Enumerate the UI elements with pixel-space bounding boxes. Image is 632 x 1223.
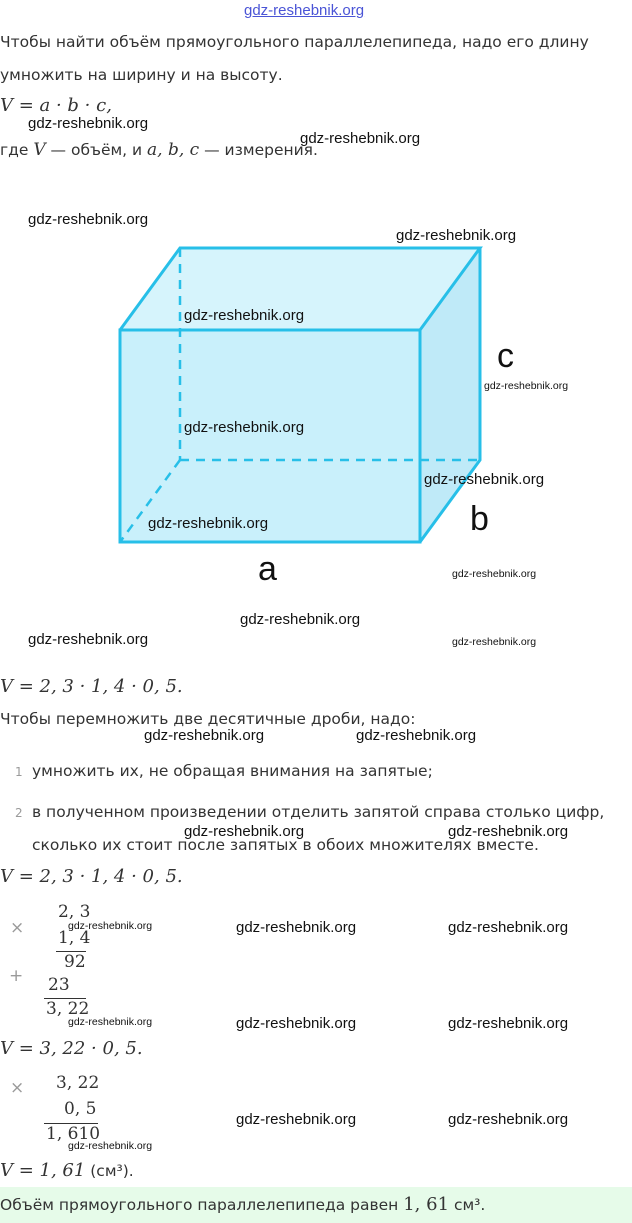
where-vars: a, b, c [147,140,200,160]
where-v: V [33,140,46,160]
formula-4 [0,1160,134,1181]
watermark: gdz-reshebnik.org [68,1140,153,1152]
watermark: gdz-reshebnik.org [452,636,537,648]
step-2-number: 2 [15,806,23,820]
watermark: gdz-reshebnik.org [448,919,569,936]
mult1-factor-b: 1, 4 [58,928,91,948]
answer-value: 1, 61 [403,1194,450,1215]
answer-prefix: Объём прямоугольного параллелепипеда равен [0,1196,404,1214]
plus-sign: + [9,966,24,986]
mult2-result: 1, 610 [46,1124,101,1144]
watermark: gdz-reshebnik.org [448,1111,569,1128]
mult1-partial-2: 23 [48,975,70,995]
formula-4-main: V = 1, 61 [0,1160,86,1181]
step-2-text-line-2: сколько их стоит после запятых в обоих множителях вместе. [32,836,539,854]
label-b: b [470,500,489,538]
times-sign-1: × [10,918,25,938]
where-line [0,140,318,160]
watermark: gdz-reshebnik.org [68,1016,153,1028]
watermark: gdz-reshebnik.org [144,727,265,744]
formula-1: V = 2, 3 · 1, 4 · 0, 5. [0,676,183,697]
watermark: gdz-reshebnik.org [68,920,153,932]
watermark: gdz-reshebnik.org [28,211,149,228]
intro-line-2: умножить на ширину и на высоту. [0,66,283,84]
watermark: gdz-reshebnik.org [240,611,361,628]
watermark: gdz-reshebnik.org [184,307,305,324]
watermark: gdz-reshebnik.org [236,919,357,936]
watermark: gdz-reshebnik.org [184,419,305,436]
box-front-face [120,330,420,542]
watermark: gdz-reshebnik.org [236,1111,357,1128]
mult2-factor-b: 0, 5 [64,1099,97,1119]
watermark-top: gdz-reshebnik.org [244,2,365,19]
mult1-factor-a: 2, 3 [58,902,91,922]
step-2-text-line-1: в полученном произведении отделить запятой справа столько цифр, [32,803,605,821]
watermark: gdz-reshebnik.org [484,380,569,392]
step-1-number: 1 [15,765,23,779]
mult1-partial-1: 92 [64,952,86,972]
formula-4-unit: (см³). [85,1162,134,1180]
label-c: c [497,337,514,375]
where-suffix: — измерения. [199,141,318,159]
watermark: gdz-reshebnik.org [148,515,269,532]
watermark: gdz-reshebnik.org [236,1015,357,1032]
formula-2: V = 2, 3 · 1, 4 · 0, 5. [0,866,183,887]
watermark: gdz-reshebnik.org [396,227,517,244]
answer-unit: см³. [449,1196,486,1214]
times-sign-2: × [10,1078,25,1098]
intro-line-1: Чтобы найти объём прямоугольного параллелепипеда, надо его длину [0,33,589,51]
watermark: gdz-reshebnik.org [448,1015,569,1032]
box-figure [0,230,632,590]
watermark: gdz-reshebnik.org [452,568,537,580]
watermark: gdz-reshebnik.org [28,115,149,132]
watermark: gdz-reshebnik.org [184,823,305,840]
volume-formula: V = a · b · c, [0,95,112,116]
watermark: gdz-reshebnik.org [424,471,545,488]
mult2-factor-a: 3, 22 [56,1073,100,1093]
where-prefix: где [0,141,34,159]
watermark: gdz-reshebnik.org [300,130,421,147]
step-1-text: умножить их, не обращая внимания на запятые; [32,762,433,780]
answer-line [0,1194,485,1215]
mult1-result: 3, 22 [46,999,90,1019]
where-mid: — объём, и [45,141,148,159]
watermark: gdz-reshebnik.org [28,631,149,648]
formula-3: V = 3, 22 · 0, 5. [0,1038,143,1059]
rule-title: Чтобы перемножить две десятичные дроби, надо: [0,710,416,728]
watermark: gdz-reshebnik.org [356,727,477,744]
label-a: a [258,550,277,588]
watermark: gdz-reshebnik.org [448,823,569,840]
